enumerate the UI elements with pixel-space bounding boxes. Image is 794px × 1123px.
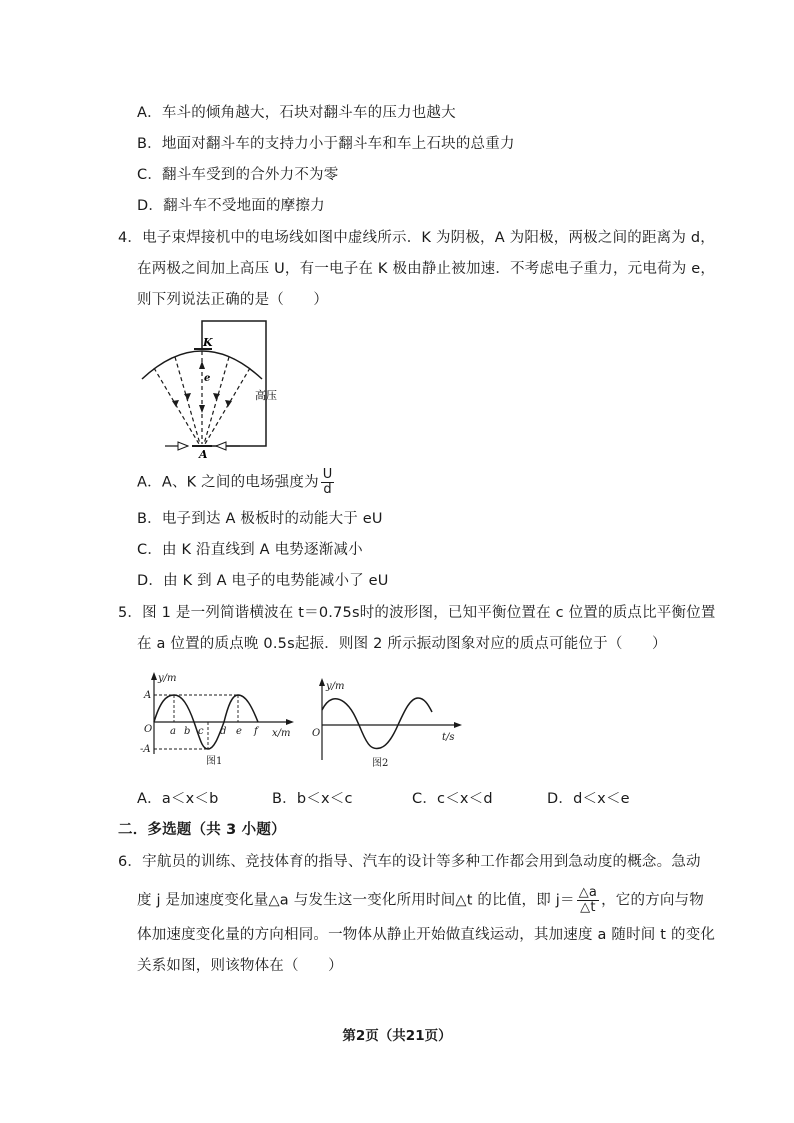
fig1-point-b: b [184, 726, 191, 737]
fig1-label-a-amp: A [144, 690, 152, 701]
fig1-point-a: a [170, 726, 176, 737]
q5-option-c: C．c＜x＜d [412, 791, 493, 807]
section-multi-choice-title: 二．多选题（共 3 小题） [118, 822, 286, 838]
label-k: K [203, 336, 213, 349]
q5-option-a: A．a＜x＜b [137, 791, 219, 807]
q6-stem-line2: 度 j 是加速度变化量△a 与发生这一变化所用时间△t 的比值，即 j＝ $\frac{\triangle a}{\triangle t}$ ，它的方向与物 [137, 885, 704, 915]
q3-option-b: B．地面对翻斗车的支持力小于翻斗车和车上石块的总重力 [137, 136, 515, 152]
fig1-xlabel: x/m [272, 728, 291, 739]
fig2-origin: O [312, 728, 321, 739]
q4-stem-line1: 4．电子束焊接机中的电场线如图中虚线所示．K 为阴极，A 为阳极，两极之间的距离为 d， [118, 230, 715, 246]
fig1-point-d: d [220, 726, 227, 737]
fig1-point-e: e [236, 726, 242, 737]
fraction-u-over-d: $\frac{U}{d}$ [322, 467, 333, 497]
fig1-ylabel: y/m [158, 673, 177, 684]
q3-option-a: A．车斗的倾角越大，石块对翻斗车的压力也越大 [137, 105, 456, 121]
q6-stem-line3: 体加速度变化量的方向相同。一物体从静止开始做直线运动，其加速度 a 随时间 t 的变化 [137, 927, 716, 943]
label-a: A [199, 448, 208, 460]
fraction-da-over-dt: $\frac{\triangle a}{\triangle t}$ [578, 885, 598, 915]
q4-option-b: B．电子到达 A 极板时的动能大于 eU [137, 511, 383, 527]
page-footer: 第2页（共21页） [342, 1028, 452, 1044]
q3-option-d: D．翻斗车不受地面的摩擦力 [137, 198, 325, 214]
q4-stem-line3: 则下列说法正确的是（ ） [137, 292, 329, 308]
q4-option-a: A．A、K 之间的电场强度为 $\frac{U}{d}$ [137, 467, 333, 497]
q5-option-b: B．b＜x＜c [272, 791, 353, 807]
q6-stem-line4: 关系如图，则该物体在（ ） [137, 958, 343, 974]
fig2-caption: 图2 [372, 758, 389, 768]
q5-stem-line2: 在 a 位置的质点晚 0.5s起振．则图 2 所示振动图象对应的质点可能位于（ ） [137, 636, 667, 652]
q4-electric-field-figure [130, 315, 280, 460]
label-e: e [204, 373, 211, 384]
fig1-point-c: c [198, 726, 204, 737]
fig2-xlabel: t/s [442, 732, 455, 743]
q5-figure1-wave [138, 672, 298, 767]
fig1-origin: O [144, 724, 153, 735]
q4-stem-line2: 在两极之间加上高压 U，有一电子在 K 极由静止被加速．不考虑电子重力，元电荷为 e， [137, 261, 716, 277]
fig1-label-neg-a: -A [140, 744, 151, 755]
q4-option-d: D．由 K 到 A 电子的电势能减小了 eU [137, 573, 389, 589]
fig1-point-f: f [254, 726, 258, 737]
q3-option-c: C．翻斗车受到的合外力不为零 [137, 167, 339, 183]
q4-option-c: C．由 K 沿直线到 A 电势逐渐减小 [137, 542, 363, 558]
q5-stem-line1: 5．图 1 是一列简谐横波在 t＝0.75s时的波形图，已知平衡位置在 c 位置的质点比平衡位置 [118, 605, 716, 621]
fig2-ylabel: y/m [326, 681, 345, 692]
q6-stem-line1: 6．宇航员的训练、竞技体育的指导、汽车的设计等多种工作都会用到急动度的概念。急动 [118, 854, 701, 870]
q5-option-d: D．d＜x＜e [547, 791, 630, 807]
fig1-caption: 图1 [206, 756, 223, 767]
q5-figure2-vibration [310, 676, 470, 768]
label-high-voltage: 高压 [255, 389, 277, 402]
